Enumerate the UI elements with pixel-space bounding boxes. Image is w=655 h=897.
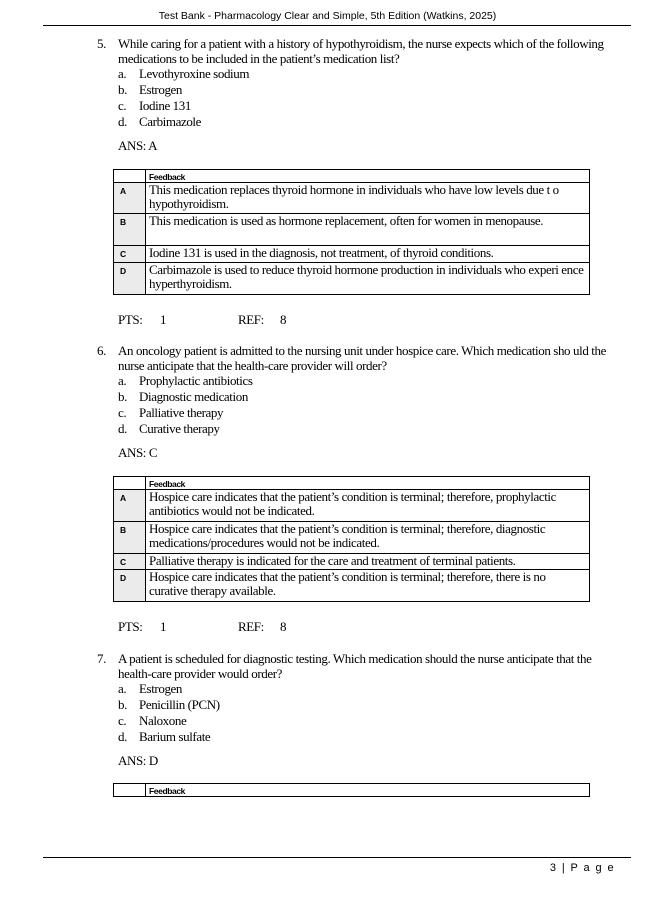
feedback-key: D [114,570,146,602]
feedback-text: Hospice care indicates that the patient’s condition is terminal; therefore, prophylactic antibiotics would not be indicated. [146,490,590,522]
feedback-key: C [114,554,146,570]
option-b: b. Diagnostic medication [118,389,248,404]
option-b: b. Estrogen [118,82,183,97]
points-reference [118,312,286,328]
options-list [118,373,253,437]
pts-value: 1 [160,312,167,327]
feedback-text: This medication is used as hormone replacement, often for women in menopause. [146,214,590,246]
feedback-text: Carbimazole is used to reduce thyroid hormone production in individuals who experi ence hyperthyroidism. [146,263,590,295]
answer-line: ANS: A [118,138,158,153]
option-d: d. Curative therapy [118,421,220,436]
pts-label: PTS: [118,619,143,634]
option-c: c. Naloxone [118,713,187,728]
option-c: c. Iodine 131 [118,98,191,113]
question-7 [97,651,617,681]
option-d: d. Carbimazole [118,114,202,129]
page-header: Test Bank - Pharmacology Clear and Simple, 5th Edition (Watkins, 2025) [158,10,497,22]
option-a: a. Prophylactic antibiotics [118,373,253,388]
ref-label: REF: [238,312,264,327]
question-5 [97,36,617,66]
feedback-key: A [114,490,146,522]
question-stem: While caring for a patient with a history of hypothyroidism, the nurse expects which of the following medications to be included in the patient’s medication list? [118,36,604,66]
option-b: b. Penicillin (PCN) [118,697,220,712]
points-reference [118,619,286,635]
question-number: 6. [97,343,106,358]
option-d: d. Barium sulfate [118,729,211,744]
question-stem: A patient is scheduled for diagnostic testing. Which medication should the nurse anticipate that the health-care provider would order? [118,651,592,681]
feedback-header: Feedback [146,784,590,797]
feedback-text: Palliative therapy is indicated for the care and treatment of terminal patients. [146,554,590,570]
option-a: a. Levothyroxine sodium [118,66,250,81]
feedback-text: This medication replaces thyroid hormone in individuals who have low levels due t o hypothyroidism. [146,183,590,214]
feedback-key: C [114,246,146,263]
feedback-table [113,476,590,602]
feedback-table [113,169,590,295]
feedback-text: Hospice care indicates that the patient’s condition is terminal; therefore, diagnostic medications/procedures would not be indicated. [146,522,590,554]
feedback-key: A [114,183,146,214]
options-list [118,66,249,130]
question-stem: An oncology patient is admitted to the nursing unit under hospice care. Which medication sho uld the nurse anticipate that the health-care provider will order? [118,343,606,373]
ref-value: 8 [280,619,287,634]
feedback-header: Feedback [146,170,590,183]
feedback-text: Iodine 131 is used in the diagnosis, not treatment, of thyroid conditions. [146,246,590,263]
pts-value: 1 [160,619,167,634]
options-list [118,681,220,745]
header-rule [43,25,631,26]
option-c: c. Palliative therapy [118,405,224,420]
option-a: a. Estrogen [118,681,183,696]
feedback-key: B [114,214,146,246]
feedback-table [113,783,590,797]
feedback-key: D [114,263,146,295]
question-number: 7. [97,651,106,666]
ref-value: 8 [280,312,287,327]
ref-label: REF: [238,619,264,634]
question-6 [97,343,617,373]
page-number: 3 | P a g e [549,862,615,874]
feedback-text: Hospice care indicates that the patient’s condition is terminal; therefore, there is no curative therapy available. [146,570,590,602]
answer-line: ANS: C [118,445,158,460]
footer-rule [43,857,631,858]
pts-label: PTS: [118,312,143,327]
feedback-key: B [114,522,146,554]
answer-line: ANS: D [118,753,158,768]
question-number: 5. [97,36,106,51]
feedback-header: Feedback [146,477,590,490]
